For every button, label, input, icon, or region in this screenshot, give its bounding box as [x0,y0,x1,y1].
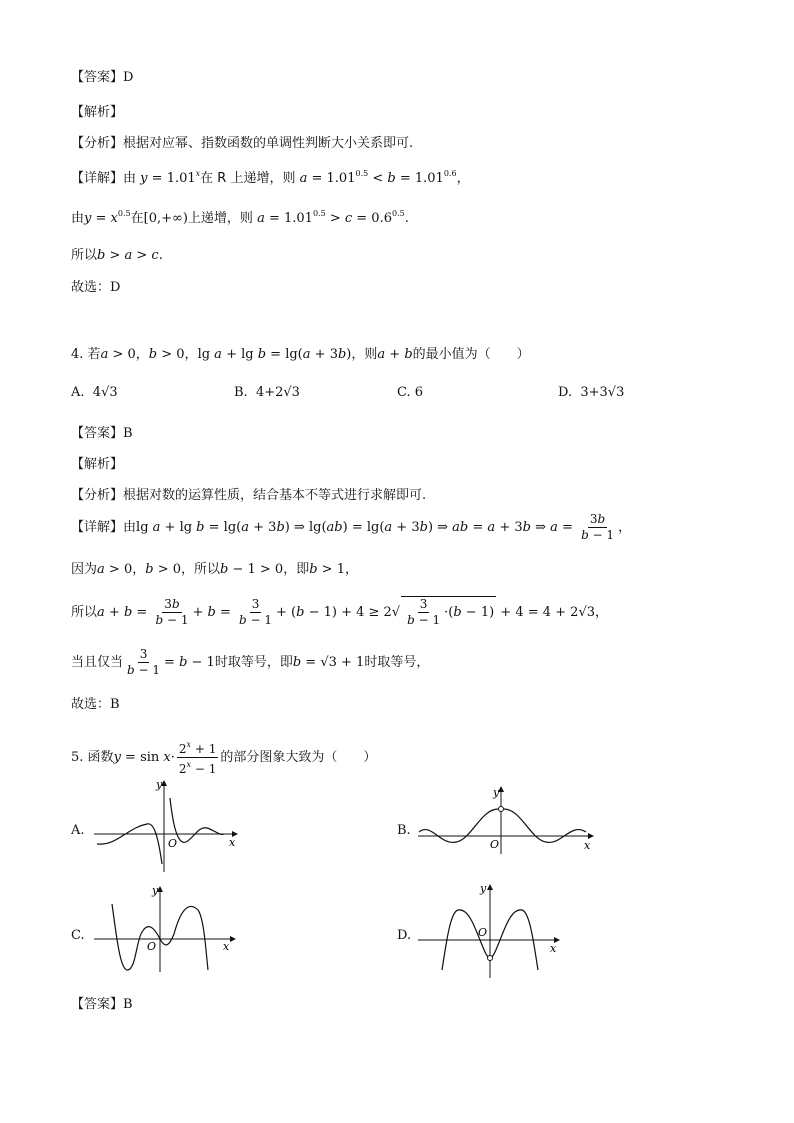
math-formula: a [299,171,308,186]
q4-xiangjie-line-4: 当且仅当 $\frac{3}{b - 1}$ = b − 1时取等号，即b = √3 + 1时取等号， [71,647,430,677]
q3-choice-line [71,276,120,295]
q4-fenxi-text: 根据对数的运算性质，结合基本不等式进行求解即可. [123,488,427,503]
q4-answer: B [123,426,133,441]
math-formula: a [100,347,109,362]
q4-xj-text: 因为 [71,562,98,577]
math-formula: y [84,211,92,226]
option-letter: C. [397,385,411,400]
xiangjie-label: 【详解】 [71,171,124,186]
guxuan-label: 故选： [71,280,111,295]
fenxi-label: 【分析】 [71,136,124,151]
answer-label: 【答案】 [71,426,124,441]
answer-label: 【答案】 [71,70,124,85]
graph-a[interactable] [92,776,242,876]
q4-xiangjie-line-1: 【详解】由lg a + lg b = lg(a + 3b) ⇒ lg(ab) = lg(a + 3b) ⇒ ab = a + 3b ⇒ a = $\frac{3b}{b - 1}$ ， [71,512,632,542]
q3-answer: D [123,70,134,85]
q5-stem-text: 的部分图象大致为（ ） [220,750,377,765]
q3-xj-text: 在 [130,211,144,226]
q4-option-d[interactable] [558,385,624,400]
q3-xiangjie-line-3: 所以b > a > c. [71,248,163,263]
axis-x-label: x [223,940,230,953]
q5-stem: 5. 函数y = sin x· $\frac{2^x + 1}{2^x - 1}$ 的部分图象大致为（ ） [71,740,377,776]
axis-x-label: x [229,836,236,849]
q3-fenxi-line [71,132,413,151]
origin-label: O [478,926,488,939]
graph-d[interactable] [416,880,566,980]
q3-xj-text: 由 [71,211,85,226]
graph-b-label: B. [397,823,411,838]
q4-stem: 4. 若a > 0，b > 0，lg a + lg b = lg(a + 3b)，则a + b的最小值为（ ） [71,347,530,362]
graph-b[interactable] [416,784,596,856]
axis-y-label: y [493,786,500,799]
option-value: 4√3 [92,385,118,400]
q4-xiangjie-line-2: 因为a > 0，b > 0，所以b − 1 > 0，即b > 1， [71,562,358,577]
math-formula: b > a > c [97,248,159,263]
q4-choice: B [110,697,120,712]
q4-option-a[interactable] [71,385,118,400]
math-formula: a [257,211,265,226]
q4-option-c[interactable] [397,385,423,400]
q4-choice-line [71,693,120,712]
option-value: 3+3√3 [580,385,625,400]
origin-label: O [147,940,157,953]
axis-y-label: y [480,882,487,895]
axis-y-label: y [156,778,163,791]
q4-answer-line [71,422,133,441]
q3-xiangjie-line-2: 由$y = x^{0.5}$在[0,+∞)上递增，则 $a = 1.01^{0.5} > c = 0.6^{0.5}$. [71,208,409,226]
axis-x-label: x [584,839,591,852]
option-letter: D. [558,385,573,400]
q5-answer: B [123,997,133,1012]
q5-stem-text: 函数 [87,750,114,765]
q3-analysis-heading: 【解析】 [71,105,124,120]
q4-xj-text: 时取等号，即 [214,655,293,670]
q4-analysis-heading: 【解析】 [71,457,124,472]
q3-fenxi-text: 根据对应幂、指数函数的单调性判断大小关系即可. [123,136,414,151]
q4-xj-text: 所以 [71,605,98,620]
q4-number: 4. [71,347,84,362]
guxuan-label: 故选： [71,697,111,712]
q4-xj-text: 当且仅当 [71,655,124,670]
q4-stem-text: 若 [87,347,101,362]
q4-xj-text: 时取等号， [364,655,430,670]
q3-xj-text: 所以 [71,248,98,263]
q4-stem-text: ，则 [351,347,378,362]
q4-xj-text: ，所以 [181,562,221,577]
q4-xiangjie-line-3: 所以a + b = $\frac{3b}{b - 1}$ + b = $\frac{3}{b - 1}$ + (b − 1) + 4 ≥ 2√ $\frac{3}{b - 1}$ ·(b − 1) + 4 = 4 + 2√3， [71,597,609,627]
q3-choice: D [110,280,121,295]
graph-c[interactable] [92,882,242,974]
graph-a-label: A. [71,823,85,838]
q3-xiangjie-line-1: 【详解】由 $y = 1.01^x$在 R 上递增，则 $a = 1.01^{0.5} < b = 1.01^{0.6}$， [71,168,470,186]
q4-xj-text: ，即 [283,562,310,577]
fenxi-label: 【分析】 [71,488,124,503]
graph-d-label: D. [397,928,412,943]
math-formula: y [140,171,148,186]
option-letter: A. [71,385,85,400]
origin-label: O [490,838,500,851]
q4-xj-text: 由 [123,520,137,535]
q3-xj-text: 由 [123,171,137,186]
q3-answer-line [71,66,133,85]
option-value: 4+2√3 [255,385,300,400]
answer-label: 【答案】 [71,997,124,1012]
q3-xj-text: 上递增，则 [187,211,253,226]
q5-number: 5. [71,750,84,765]
axis-x-label: x [550,942,557,955]
origin-label: O [168,837,178,850]
q4-option-b[interactable] [234,385,300,400]
axis-y-label: y [152,884,159,897]
q5-answer-line [71,993,133,1012]
xiangjie-label: 【详解】 [71,520,124,535]
graph-c-label: C. [71,928,85,943]
option-letter: B. [234,385,248,400]
q3-xj-text: 在 R 上递增，则 [200,171,296,186]
q4-stem-text: 的最小值为（ ） [412,347,530,362]
q4-fenxi-line [71,484,426,503]
option-value: 6 [414,385,424,400]
